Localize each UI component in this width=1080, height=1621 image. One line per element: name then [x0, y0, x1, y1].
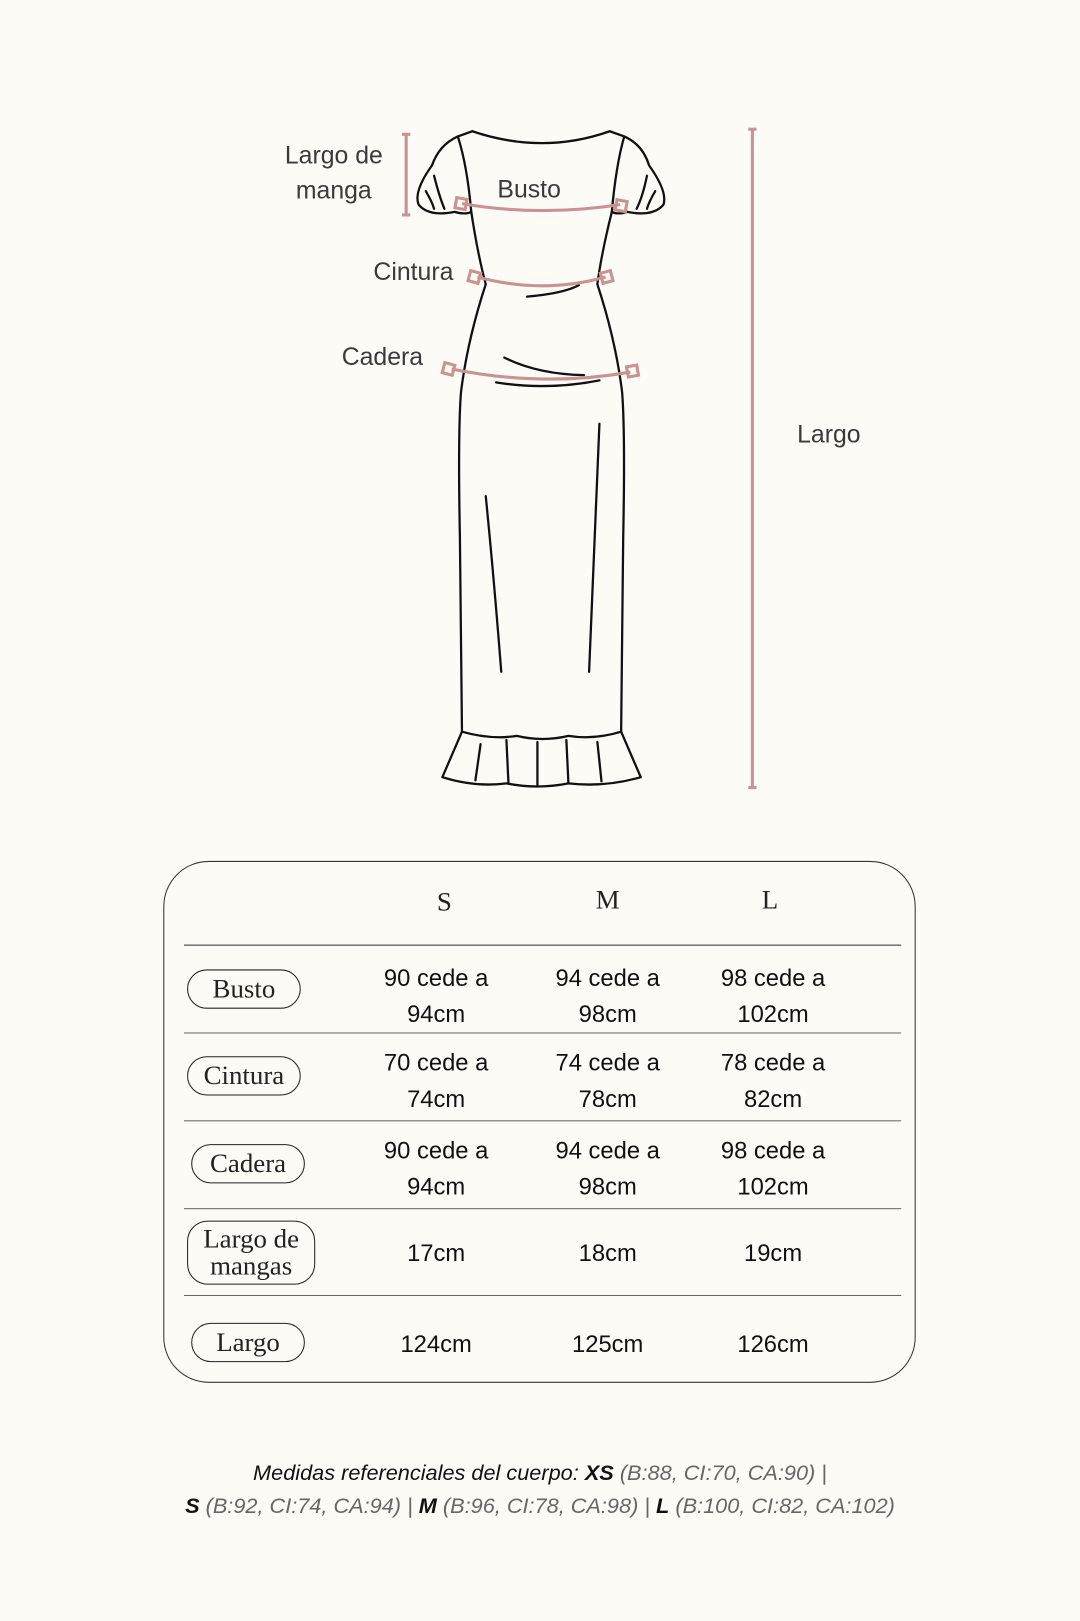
row-label-sleeve-line2: mangas — [210, 1250, 293, 1281]
table-cell-line: 94cm — [407, 1000, 466, 1028]
note-size-m: M — [418, 1494, 437, 1519]
note-detail-l: (B:100, CI:82, CA:102) — [675, 1494, 895, 1519]
table-cell-line: 98 cede a — [720, 964, 826, 992]
table-cell-line: 126cm — [737, 1330, 809, 1357]
column-header-s: S — [436, 886, 452, 917]
table-cell — [520, 1045, 696, 1117]
row-label-waist: Cintura — [187, 1056, 301, 1095]
table-cell — [348, 1045, 524, 1117]
table-cell-line: 70 cede a — [383, 1049, 489, 1076]
waist-label: Cintura — [373, 258, 454, 287]
note-separator: | — [644, 1494, 651, 1519]
table-divider — [184, 1295, 901, 1296]
table-cell — [520, 960, 696, 1032]
column-header-l: L — [761, 884, 779, 915]
table-cell-line: 74 cede a — [555, 1049, 660, 1076]
sleeve-length-label — [267, 138, 401, 208]
row-label-sleeve-length — [187, 1221, 315, 1285]
table-cell — [348, 960, 524, 1032]
table-cell-line: 17cm — [407, 1239, 466, 1267]
column-header-m: M — [595, 884, 620, 915]
row-label-hip: Cadera — [191, 1144, 305, 1183]
length-label: Largo — [797, 420, 861, 449]
size-table — [163, 861, 915, 1383]
note-size-l: L — [656, 1494, 670, 1519]
table-cell-line: 90 cede a — [383, 1136, 489, 1164]
note-intro: Medidas referenciales del cuerpo: — [253, 1461, 579, 1486]
note-size-xs: XS — [584, 1461, 614, 1486]
table-cell-line: 74cm — [407, 1085, 466, 1113]
sleeve-length-label-line2: manga — [295, 176, 372, 205]
table-divider — [184, 1032, 901, 1033]
table-cell-line: 78cm — [578, 1085, 637, 1113]
note-separator: | — [407, 1494, 413, 1519]
table-cell-line: 78 cede a — [720, 1049, 826, 1076]
table-cell-line: 94cm — [407, 1173, 466, 1200]
table-cell-line: 102cm — [737, 1000, 809, 1028]
table-cell-line: 125cm — [572, 1330, 644, 1357]
table-cell-line: 82cm — [743, 1085, 803, 1113]
table-cell-line: 124cm — [400, 1330, 472, 1357]
table-divider — [184, 1120, 901, 1121]
sleeve-length-label-line1: Largo de — [284, 141, 383, 170]
table-cell — [685, 1133, 861, 1205]
note-separator: | — [821, 1461, 827, 1486]
note-detail-xs: (B:88, CI:70, CA:90) — [619, 1461, 816, 1486]
table-divider — [184, 1208, 901, 1209]
table-cell — [348, 1235, 524, 1271]
table-cell — [348, 1326, 524, 1362]
table-cell-line: 18cm — [578, 1239, 637, 1267]
bust-label: Busto — [497, 175, 561, 204]
table-cell — [520, 1326, 696, 1362]
table-cell-line: 98cm — [578, 1173, 637, 1200]
table-cell-line: 90 cede a — [383, 964, 489, 992]
note-size-s: S — [185, 1494, 200, 1519]
table-cell-line: 19cm — [743, 1239, 803, 1267]
note-detail-s: (B:92, CI:74, CA:94) — [205, 1494, 402, 1519]
table-cell-line: 98 cede a — [720, 1136, 826, 1164]
table-divider — [184, 945, 901, 946]
row-label-sleeve-line1: Largo de — [203, 1223, 300, 1254]
row-label-bust: Busto — [187, 969, 301, 1008]
table-cell-line: 102cm — [737, 1173, 809, 1200]
table-cell — [685, 1045, 861, 1117]
hip-label: Cadera — [341, 343, 424, 372]
table-cell — [348, 1133, 524, 1205]
body-measurements-note — [0, 1457, 1080, 1523]
row-label-length: Largo — [191, 1323, 305, 1362]
table-cell — [685, 1326, 861, 1362]
table-cell — [520, 1235, 696, 1271]
table-cell — [685, 1235, 861, 1271]
table-cell-line: 94 cede a — [555, 1136, 660, 1164]
table-cell — [685, 960, 861, 1032]
table-cell-line: 98cm — [578, 1000, 637, 1028]
note-detail-m: (B:96, CI:78, CA:98) — [442, 1494, 639, 1519]
table-cell — [520, 1133, 696, 1205]
table-cell-line: 94 cede a — [555, 964, 660, 992]
